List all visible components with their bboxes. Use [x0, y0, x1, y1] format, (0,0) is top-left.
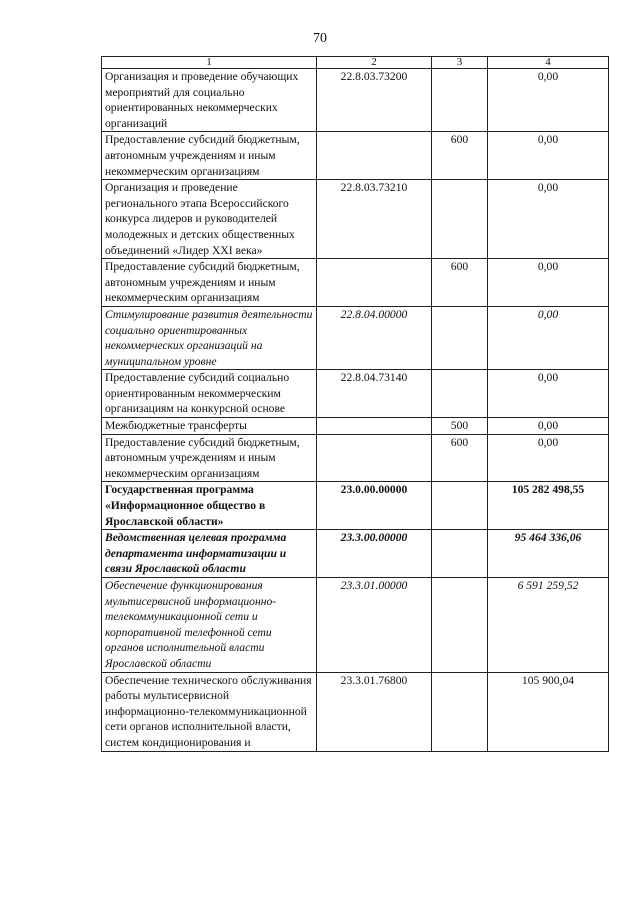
- row-code-cell: 22.8.03.73200: [317, 69, 432, 132]
- header-col-4: 4: [488, 57, 609, 69]
- header-col-1: 1: [102, 57, 317, 69]
- row-code-cell: 23.3.01.00000: [317, 578, 432, 673]
- row-kvr-cell: [432, 578, 488, 673]
- budget-table: [101, 56, 609, 752]
- row-name-cell: Организация и проведение обучающих мероприятий для социально ориентированных некоммерческих организаций: [102, 69, 317, 132]
- table-row: [102, 69, 609, 132]
- row-sum-cell: 0,00: [488, 434, 609, 482]
- row-sum-cell: 0,00: [488, 132, 609, 180]
- row-code-cell: 23.3.01.76800: [317, 672, 432, 751]
- row-code-cell: 22.8.03.73210: [317, 180, 432, 259]
- row-kvr-cell: [432, 306, 488, 369]
- row-name-cell: Ведомственная целевая программа департамента информатизации и связи Ярославской области: [102, 530, 317, 578]
- row-kvr-cell: 600: [432, 434, 488, 482]
- row-code-cell: [317, 132, 432, 180]
- row-sum-cell: 0,00: [488, 259, 609, 307]
- header-col-3: 3: [432, 57, 488, 69]
- row-kvr-cell: [432, 69, 488, 132]
- table-row: [102, 370, 609, 418]
- table-row: [102, 418, 609, 435]
- row-name-cell: Обеспечение функционирования мультисервисной информационно-телекоммуникационной сети и корпоративной телефонной сети органов исполнительной власти Ярославской области: [102, 578, 317, 673]
- row-name-cell: Межбюджетные трансферты: [102, 418, 317, 435]
- row-sum-cell: 0,00: [488, 306, 609, 369]
- row-name-cell: Предоставление субсидий бюджетным, автономным учреждениям и иным некоммерческим организациям: [102, 259, 317, 307]
- table-row: [102, 578, 609, 673]
- row-sum-cell: 0,00: [488, 370, 609, 418]
- row-name-cell: Предоставление субсидий бюджетным, автономным учреждениям и иным некоммерческим организациям: [102, 434, 317, 482]
- table-row: [102, 180, 609, 259]
- row-kvr-cell: [432, 180, 488, 259]
- row-sum-cell: 0,00: [488, 180, 609, 259]
- row-code-cell: 22.8.04.00000: [317, 306, 432, 369]
- row-sum-cell: 105 900,04: [488, 672, 609, 751]
- table-row: [102, 672, 609, 751]
- table-body: [102, 69, 609, 752]
- row-kvr-cell: 500: [432, 418, 488, 435]
- row-sum-cell: 0,00: [488, 69, 609, 132]
- table-row: [102, 530, 609, 578]
- row-kvr-cell: [432, 672, 488, 751]
- row-kvr-cell: [432, 530, 488, 578]
- table-header: [102, 57, 609, 69]
- row-code-cell: [317, 259, 432, 307]
- row-sum-cell: 105 282 498,55: [488, 482, 609, 530]
- row-sum-cell: 95 464 336,06: [488, 530, 609, 578]
- row-kvr-cell: [432, 482, 488, 530]
- row-name-cell: Предоставление субсидий социально ориентированным некоммерческим организациям на конкурсной основе: [102, 370, 317, 418]
- table-row: [102, 434, 609, 482]
- row-kvr-cell: [432, 370, 488, 418]
- table-row: [102, 306, 609, 369]
- row-code-cell: [317, 418, 432, 435]
- row-kvr-cell: 600: [432, 132, 488, 180]
- page-number: 70: [313, 31, 327, 46]
- table-row: [102, 482, 609, 530]
- row-code-cell: 23.0.00.00000: [317, 482, 432, 530]
- header-col-2: 2: [317, 57, 432, 69]
- row-code-cell: [317, 434, 432, 482]
- row-kvr-cell: 600: [432, 259, 488, 307]
- row-code-cell: 23.3.00.00000: [317, 530, 432, 578]
- row-sum-cell: 6 591 259,52: [488, 578, 609, 673]
- table-row: [102, 259, 609, 307]
- row-name-cell: Предоставление субсидий бюджетным, автономным учреждениям и иным некоммерческим организациям: [102, 132, 317, 180]
- row-sum-cell: 0,00: [488, 418, 609, 435]
- row-name-cell: Организация и проведение регионального этапа Всероссийского конкурса лидеров и руководителей молодежных и детских общественных объединений «Лидер XXI века»: [102, 180, 317, 259]
- row-name-cell: Стимулирование развития деятельности социально ориентированных некоммерческих организаций на муниципальном уровне: [102, 306, 317, 369]
- table-row: [102, 132, 609, 180]
- row-name-cell: Обеспечение технического обслуживания работы мультисервисной информационно-телекоммуникационной сети органов исполнительной власти, систем кондиционирования и: [102, 672, 317, 751]
- row-name-cell: Государственная программа «Информационное общество в Ярославской области»: [102, 482, 317, 530]
- row-code-cell: 22.8.04.73140: [317, 370, 432, 418]
